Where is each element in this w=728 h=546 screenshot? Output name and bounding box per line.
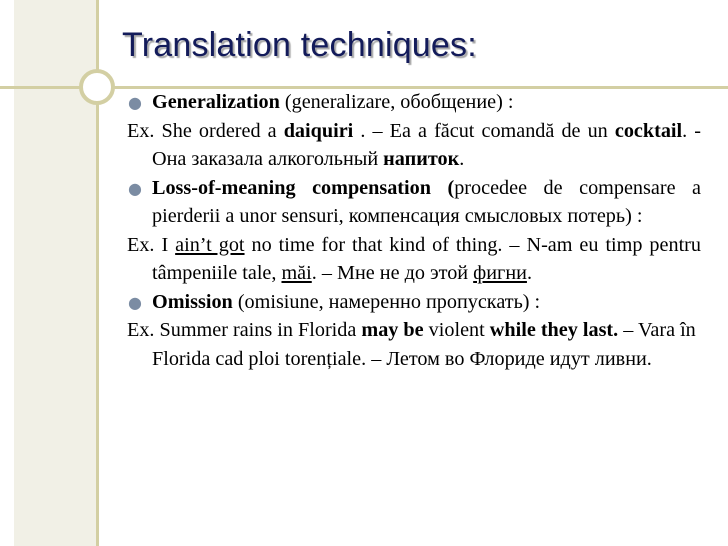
bullet-icon: ● — [128, 93, 142, 112]
bullet-icon: ● — [128, 292, 142, 312]
bullet-omission — [127, 288, 701, 317]
slide-body — [127, 88, 701, 373]
term-generalization: Generalization — [152, 91, 280, 113]
bullet-icon: ● — [128, 178, 142, 198]
example-text: . – Мне не до этой — [311, 262, 474, 284]
example-text: . – Ea a făcut comandă de un — [353, 119, 615, 142]
corner-circle-ornament — [79, 69, 115, 105]
example-text: Ex. She ordered a — [127, 119, 284, 142]
example-compensation — [127, 231, 701, 288]
example-bold: while they last. — [489, 319, 619, 341]
bullet-loss-of-meaning — [127, 174, 701, 231]
term-omission: Omission — [152, 290, 233, 313]
example-bold: напиток — [383, 148, 460, 170]
example-generalization — [127, 117, 701, 174]
example-text: . - Она заказала алкогольный — [152, 119, 701, 170]
bullet-generalization — [127, 88, 701, 117]
example-bold: may be — [361, 319, 424, 341]
example-text: Ex. Summer rains in Florida — [127, 319, 362, 341]
example-bold: daiquiri — [283, 119, 354, 142]
example-text: violent — [423, 319, 490, 341]
example-text: – Vara în Florida cad ploi torențiale. – Летом во Флориде идут ливни. — [152, 319, 696, 370]
term-gloss: (generalizare, обобщение) : — [279, 91, 514, 113]
term-loss-of-meaning: Loss-of-meaning compensation ( — [152, 176, 455, 199]
example-text: . — [526, 262, 532, 284]
example-omission — [127, 316, 701, 373]
example-bold: cocktail — [614, 119, 683, 142]
example-text: Ex. I — [127, 233, 176, 256]
example-underlined: ain’t got — [175, 233, 245, 256]
example-text: . — [459, 148, 465, 170]
slide-title: Translation techniques: — [122, 26, 477, 64]
example-text: no time for that kind of thing. – N-am eu timp pentru tâmpeniile tale, — [152, 233, 701, 284]
example-underlined: фигни — [473, 262, 527, 284]
example-underlined: măi — [281, 262, 312, 284]
term-gloss: procedee de compensare a pierderii a unor sensuri, компенсация смысловых потерь) : — [152, 176, 702, 227]
term-gloss: (omisiune, намеренно пропускать) : — [232, 290, 541, 313]
